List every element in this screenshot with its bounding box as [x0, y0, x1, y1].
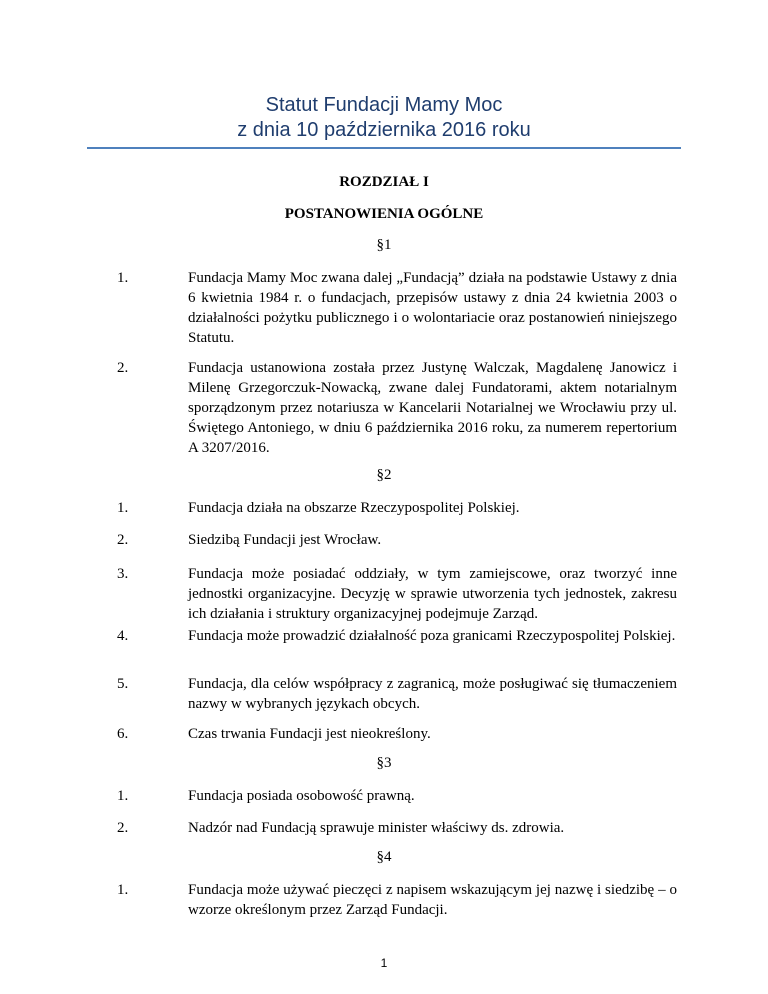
document-title-line-2: z dnia 10 października 2016 roku [237, 119, 531, 141]
item-number: 1. [117, 500, 129, 516]
item-number: 5. [117, 676, 129, 692]
item-text: Fundacja może używać pieczęci z napisem wskazującym jej nazwę i siedzibę – o wzorze określonym przez Zarząd Fundacji. [188, 882, 677, 918]
item-text: Fundacja może posiadać oddziały, w tym zamiejscowe, oraz tworzyć inne jednostki organizacyjne. Decyzję w sprawie utworzenia tych jednostek, zakresu ich działania i struktury organizacyjnej podejmuje Zarząd. [188, 566, 677, 622]
page-number: 1 [380, 956, 388, 970]
chapter-title: POSTANOWIENIA OGÓLNE [284, 206, 484, 222]
item-text: Fundacja, dla celów współpracy z zagranicą, może posługiwać się tłumaczeniem nazwy w wybranych językach obcych. [188, 676, 677, 712]
item-number: 3. [117, 566, 129, 582]
section-mark-1: §1 [376, 237, 392, 253]
item-number: 4. [117, 628, 129, 644]
item-number: 2. [117, 820, 129, 836]
item-text: Fundacja posiada osobowość prawną. [188, 788, 415, 804]
item-text: Siedzibą Fundacji jest Wrocław. [188, 532, 382, 548]
item-number: 1. [117, 882, 129, 898]
item-text: Czas trwania Fundacji jest nieokreślony. [188, 726, 431, 742]
item-text: Fundacja Mamy Moc zwana dalej „Fundacją” działa na podstawie Ustawy z dnia 6 kwietnia 1984 r. o fundacjach, przepisów ustawy z dnia 24 kwietnia 2003 o działalności pożytku publicznego i o wolontariacie oraz postanowień niniejszego Statutu. [188, 270, 677, 346]
item-number: 6. [117, 726, 129, 742]
item-text: Fundacja ustanowiona została przez Justynę Walczak, Magdalenę Janowicz i Milenę Grzegorczuk-Nowacką, zwane dalej Fundatorami, aktem notarialnym sporządzonym przez notariusza w Kancelarii Notarialnej we Wrocławiu przy ul. Świętego Antoniego, w dniu 6 października 2016 roku, za numerem repertorium A 3207/2016. [188, 360, 677, 456]
section-mark-2: §2 [376, 467, 392, 483]
title-divider [87, 147, 681, 149]
item-text: Fundacja może prowadzić działalność poza granicami Rzeczypospolitej Polskiej. [188, 628, 676, 644]
item-number: 2. [117, 360, 129, 376]
item-text: Fundacja działa na obszarze Rzeczypospolitej Polskiej. [188, 500, 520, 516]
item-number: 1. [117, 270, 129, 286]
document-title-line-1: Statut Fundacji Mamy Moc [265, 94, 503, 116]
chapter-number: ROZDZIAŁ I [339, 174, 429, 190]
section-mark-4: §4 [376, 849, 392, 865]
item-number: 2. [117, 532, 129, 548]
item-number: 1. [117, 788, 129, 804]
item-text: Nadzór nad Fundacją sprawuje minister właściwy ds. zdrowia. [188, 820, 565, 836]
section-mark-3: §3 [376, 755, 392, 771]
